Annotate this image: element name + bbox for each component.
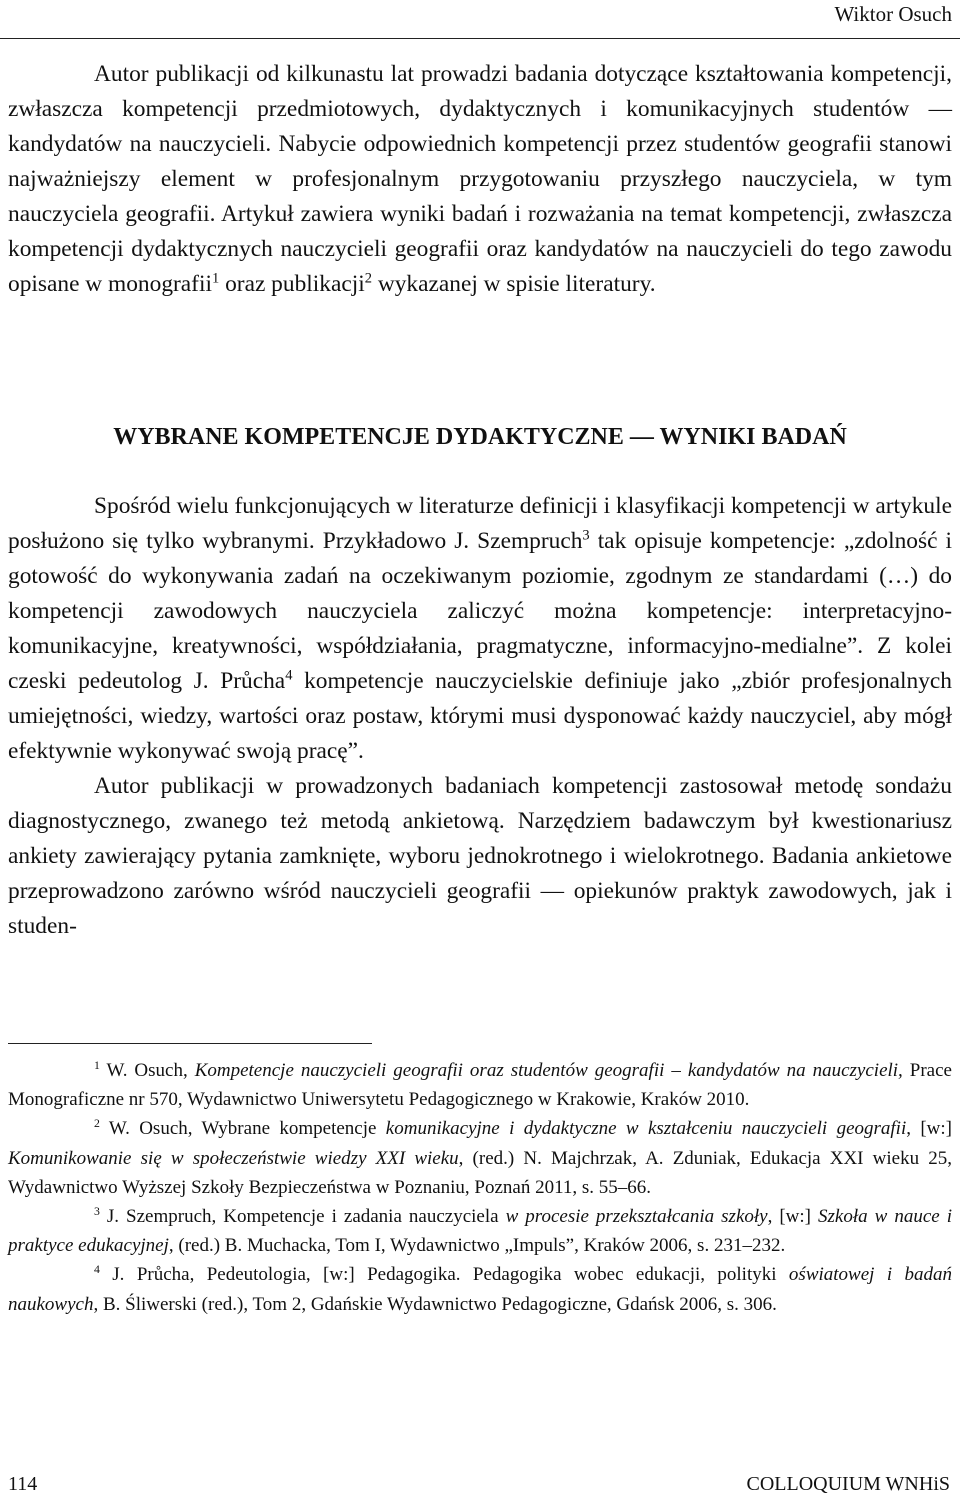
- page-number: 114: [8, 1473, 38, 1495]
- footnote-title: oświatowej i badań naukowych: [8, 1264, 952, 1315]
- intro-block: [8, 57, 952, 302]
- footnote-text: , B. Śliwerski (red.), Tom 2, Gdańskie Wydawnictwo Pedagogiczne, Gdańsk 2006, s. 306.: [93, 1293, 777, 1315]
- footnote-3: [8, 1202, 952, 1260]
- definitions-paragraph: [8, 489, 952, 769]
- footnote-2: [8, 1114, 952, 1202]
- footnote-text: Prace Monograficzne nr 570, Wydawnictwo Uniwersytetu Pedagogicznego w Krakowie, Kraków 2010.: [8, 1060, 952, 1111]
- footnote-number: 2: [94, 1117, 100, 1131]
- footnote-separator: [8, 1043, 372, 1044]
- footnote-title: Szkoła w nauce i praktyce edukacyjnej: [8, 1206, 952, 1257]
- intro-text: Autor publikacji od kilkunastu lat prowadzi badania dotyczące kształtowania kompetencji, zwłaszcza kompetencji przedmiotowych, dydaktycznych i komunikacyjnych studentów — kandydatów na nauczycieli. Nabycie odpowiednich kompetencji przez studentów geografii stanowi najważniejszy element w profesjonalnym przygotowaniu przyszłego nauczyciela, w tym nauczyciela geografii. Artykuł zawiera wyniki badań i rozważania na temat kompetencji, zwłaszcza kompetencji dydaktycznych nauczycieli geografii oraz kandydatów na nauczycieli do tego zawodu opisane w monografii: [8, 61, 952, 297]
- intro-text-3: wykazanej w spisie literatury.: [371, 271, 656, 297]
- intro-text-2: oraz publikacji: [219, 271, 365, 297]
- footnote-text: , (red.) N. Majchrzak, A. Zduniak, Edukacja XXI wieku 25, Wydawnictwo Wyższej Szkoły Bezpieczeństwa w Poznaniu, Poznań 2011, s. 55–66.: [8, 1147, 952, 1198]
- footnote-title: Komunikowanie się w społeczeństwie wiedzy XXI wieku: [8, 1147, 459, 1169]
- running-header-author: Wiktor Osuch: [834, 2, 952, 26]
- footnote-1: [8, 1056, 952, 1114]
- footnote-ref-3[interactable]: 3: [582, 527, 590, 544]
- footnote-text: , (red.) B. Muchacka, Tom I, Wydawnictwo „Impuls”, Kraków 2006, s. 231–232.: [168, 1235, 786, 1257]
- footnote-ref-1[interactable]: 1: [211, 270, 220, 287]
- footnote-text: W. Osuch, Wybrane kompetencje: [99, 1118, 386, 1140]
- para2-text-3: kompetencje nauczycielskie definiuje jako „zbiór profesjonalnych umiejętności, wiedzy, wartości oraz postaw, którymi musi dysponować każdy nauczyciel, aby mógł efektywnie wykonywać swoją pracę”.: [8, 668, 952, 764]
- footnote-number: 4: [94, 1263, 100, 1277]
- footnote-title: komunikacyjne i dydaktyczne w kształceniu nauczycieli geografii: [385, 1118, 907, 1140]
- footnote-number: 3: [94, 1204, 100, 1218]
- footnote-text: J. Szempruch, Kompetencje i zadania nauczyciela: [99, 1206, 506, 1228]
- para3-text: Autor publikacji w prowadzonych badaniach kompetencji zastosował metodę sondażu diagnostycznego, zwanego też metodą ankietową. Narzędziem badawczym był kwestionariusz ankiety zawierający pytania zamknięte, wyboru jednokrotnego i wielokrotnego. Badania ankietowe przeprowadzono zarówno wśród nauczycieli geografii — opiekunów praktyk zawodowych, jak i studen-: [8, 773, 952, 939]
- footnote-ref-4[interactable]: 4: [285, 667, 293, 684]
- section-heading: WYBRANE KOMPETENCJE DYDAKTYCZNE — WYNIKI BADAŃ: [113, 424, 847, 450]
- footnote-text: , [w:]: [906, 1118, 952, 1140]
- footnote-text: J. Průcha, Pedeutologia, [w:] Pedagogika. Pedagogika wobec edukacji, polityki: [99, 1264, 789, 1286]
- footnote-title: w procesie przekształcania szkoły: [505, 1206, 768, 1228]
- footnote-ref-2[interactable]: 2: [364, 270, 372, 287]
- para2-text-2: tak opisuje kompetencje: „zdolność i gotowość do wykonywania zadań na oczekiwanym poziomie, zgodnym ze standardami (…) do kompetencji zawodowych nauczyciela zaliczyć można kompetencje: interpretacyjno-komunikacyjne, kreatywności, współdziałania, pragmatyczne, informacyjno-medialne”. Z kolei czeski pedeutolog J. Průcha: [8, 528, 952, 694]
- footnote-number: 1: [94, 1058, 100, 1072]
- method-paragraph: [8, 769, 952, 944]
- header-divider: [0, 38, 960, 39]
- intro-paragraph: [8, 57, 952, 302]
- footnotes: [8, 1056, 952, 1319]
- section-heading-block: [8, 420, 952, 455]
- footnote-text: W. Osuch,: [99, 1060, 195, 1081]
- para2-text: Spośród wielu funkcjonujących w literaturze definicji i klasyfikacji kompetencji w artykule posłużono się tylko wybranymi. Przykładowo J. Szempruch: [8, 493, 952, 554]
- footnote-4: [8, 1260, 952, 1318]
- main-text: [8, 489, 952, 944]
- footnote-title: Kompetencje nauczycieli geografii oraz studentów geografii – kandydatów na nauczycieli,: [194, 1060, 903, 1081]
- footnote-text: , [w:]: [767, 1206, 819, 1228]
- journal-name: COLLOQUIUM WNHiS: [746, 1473, 950, 1495]
